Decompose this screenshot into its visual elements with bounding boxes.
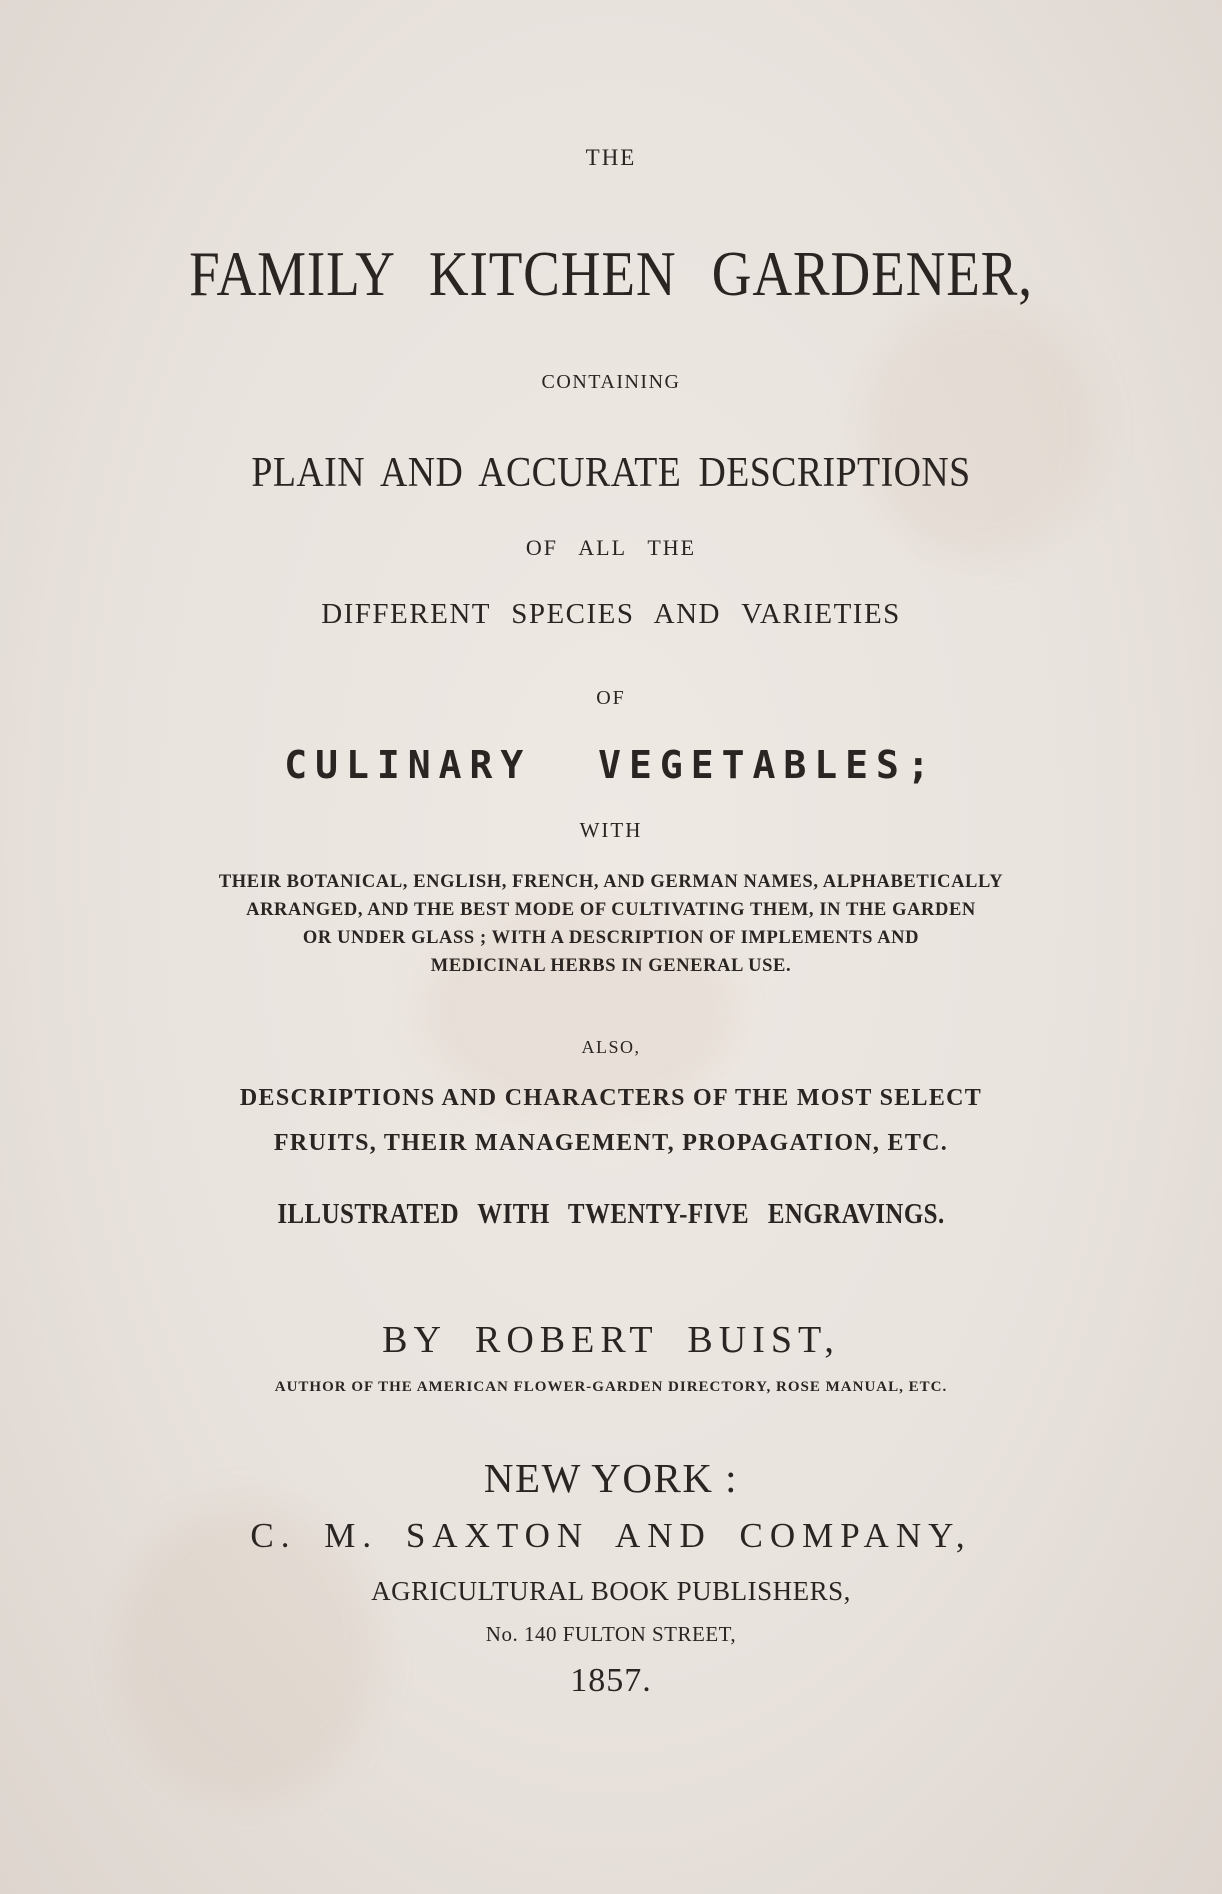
fruits-line: DESCRIPTIONS AND CHARACTERS OF THE MOST SELECT — [239, 1085, 983, 1111]
subtitle-plain: PLAIN AND ACCURATE DESCRIPTIONS — [251, 450, 971, 496]
imprint-publisher-type: AGRICULTURAL BOOK PUBLISHERS, — [371, 1576, 851, 1606]
description-paragraph — [160, 868, 1062, 980]
fruits-paragraph — [150, 1076, 1072, 1166]
also-label: ALSO, — [581, 1037, 641, 1057]
subtitle-of: OF — [596, 687, 626, 709]
with-label: WITH — [579, 818, 643, 842]
imprint-city: NEW YORK : — [483, 1455, 739, 1501]
imprint-year: 1857. — [570, 1662, 652, 1699]
description-line: ARRANGED, AND THE BEST MODE OF CULTIVATING THEM, IN THE GARDEN — [246, 900, 976, 920]
book-title: FAMILY KITCHEN GARDENER, — [189, 238, 1033, 309]
illustrated-note: ILLUSTRATED WITH TWENTY-FIVE ENGRAVINGS. — [277, 1198, 945, 1230]
imprint-publisher: C. M. SAXTON AND COMPANY, — [250, 1516, 972, 1555]
fruits-line: FRUITS, THEIR MANAGEMENT, PROPAGATION, ETC. — [273, 1130, 949, 1156]
title-article: THE — [585, 145, 637, 170]
subtitle-culinary-vegetables: CULINARY VEGETABLES; — [284, 743, 938, 787]
description-line: MEDICINAL HERBS IN GENERAL USE. — [430, 956, 792, 976]
foxing-stain — [860, 300, 1100, 560]
subtitle-of-all-the: OF ALL THE — [525, 535, 697, 560]
description-line: THEIR BOTANICAL, ENGLISH, FRENCH, AND GERMAN NAMES, ALPHABETICALLY — [218, 872, 1004, 892]
containing-label: CONTAINING — [541, 371, 681, 393]
description-line: OR UNDER GLASS ; WITH A DESCRIPTION OF IMPLEMENTS AND — [302, 928, 920, 948]
author-note: AUTHOR OF THE AMERICAN FLOWER-GARDEN DIRECTORY, ROSE MANUAL, ETC. — [274, 1379, 948, 1395]
author-line: BY ROBERT BUIST, — [382, 1319, 840, 1361]
imprint-address: No. 140 FULTON STREET, — [485, 1622, 737, 1646]
subtitle-different: DIFFERENT SPECIES AND VARIETIES — [321, 598, 901, 630]
